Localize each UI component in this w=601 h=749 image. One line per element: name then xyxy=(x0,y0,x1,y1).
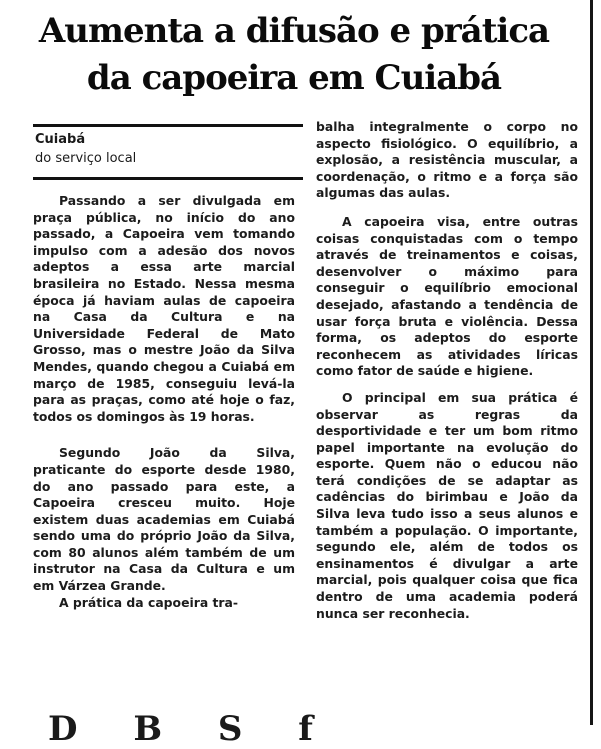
headline xyxy=(0,8,588,102)
byline-bottom-rule xyxy=(33,177,303,180)
headline-line-2: da capoeira em Cuiabá xyxy=(86,58,502,98)
byline xyxy=(35,130,305,168)
column-divider-right xyxy=(590,0,593,725)
left-paragraph-2: Segundo João da Silva, praticante do esporte desde 1980, do ano passado para este, a Capoeira cresceu muito. Hoje existem duas academias em Cuiabá sendo uma do próprio João da Silva, com 80 alunos além também de um instrutor na Casa da Cultura e um em Várzea Grande. xyxy=(33,445,295,594)
byline-top-rule xyxy=(33,124,303,127)
right-column xyxy=(316,119,578,622)
right-paragraph-2: A capoeira visa, entre outras coisas conquistadas com o tempo através de treinamentos e coisas, desenvolver o máximo para conseguir o equilíbrio emocional desejado, afastando a tendência de usar força bruta e violência. Dessa forma, os adeptos do esporte reconhecem as atividades líricas como fator de saúde e higiene. xyxy=(316,213,578,379)
left-paragraph-1: Passando a ser divulgada em praça pública, no início do ano passado, a Capoeira vem tomando impulso com a adesão dos novos adeptos a essa arte marcial brasileira no Estado. Nessa mesma época já haviam aulas de capoeira na Casa da Cultura e na Universidade Federal de Mato Grosso, mas o mestre João da Silva Mendes, quando chegou a Cuiabá em março de 1985, conseguiu levá-la para as praças, como até hoje o faz, todos os domingos às 19 horas. xyxy=(33,193,295,424)
bottom-fragment-text: D B S f xyxy=(48,709,335,749)
left-column xyxy=(33,193,295,611)
headline-line-1: Aumenta a difusão e prática xyxy=(38,11,550,51)
byline-source: do serviço local xyxy=(35,151,137,166)
right-paragraph-3: O principal em sua prática é observar as regras da desportividade e ter um bom ritmo papel importante na evolução do esporte. Quem não o educou não terá condições de se adaptar as cadências do birimbau e João da Silva leva tudo isso a seus alunos e também a população. O importante, segundo ele, além de todos os ensinamentos é divulgar a arte marcial, pois qualquer coisa que fica dentro de uma academia poderá nunca ser reconhecia. xyxy=(316,389,578,621)
left-paragraph-3: A prática da capoeira tra- xyxy=(59,594,239,610)
byline-place: Cuiabá xyxy=(35,132,86,147)
next-article-headline-fragment xyxy=(0,703,588,749)
right-paragraph-1: balha integralmente o corpo no aspecto fisiológico. O equilíbrio, a explosão, a resistência muscular, a coordenação, o ritmo e a força são algumas das aulas. xyxy=(316,119,578,201)
